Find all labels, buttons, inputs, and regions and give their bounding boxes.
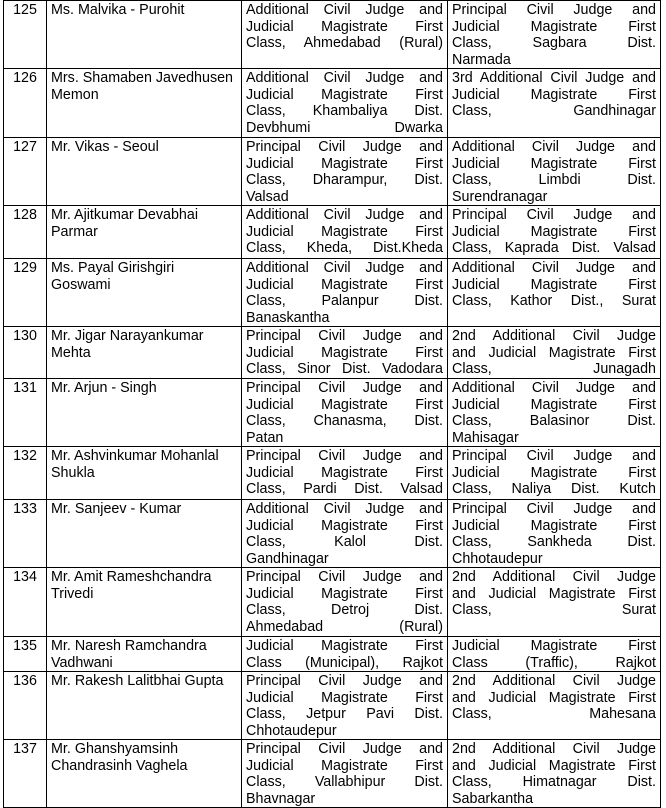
officer-name: Mr. Ashvinkumar Mohanlal Shukla	[47, 447, 242, 500]
posting-line: Class, Palanpur Dist.	[246, 293, 443, 309]
posting-line: Judicial Magistrate First	[452, 155, 656, 172]
posting-line: Judicial Magistrate First	[452, 517, 656, 534]
posting-line: Judicial Magistrate First	[452, 276, 656, 293]
transfer-table-body	[4, 1, 661, 808]
table-row	[4, 740, 661, 808]
officer-name: Mr. Naresh Ramchandra Vadhwani	[47, 637, 242, 672]
present-posting	[242, 138, 448, 206]
posting-line: Additional Civil Judge and	[246, 70, 443, 86]
officer-name: Mr. Vikas - Seoul	[47, 138, 242, 206]
posting-line: and Judicial Magistrate First	[452, 585, 656, 602]
posting-line: Class, Gandhinagar	[452, 103, 656, 119]
present-posting	[242, 259, 448, 327]
posting-line: Class, Mahesana	[452, 706, 656, 722]
serial-number: 133	[4, 500, 47, 568]
posting-line: Judicial Magistrate First	[452, 223, 656, 240]
serial-number: 126	[4, 69, 47, 138]
table-row	[4, 447, 661, 500]
posting-line: Additional Civil Judge and	[246, 207, 443, 223]
posting-line: Judicial Magistrate First	[246, 464, 443, 481]
serial-number: 134	[4, 568, 47, 637]
serial-number: 137	[4, 740, 47, 808]
posting-line: Class, Himatnagar Dist.	[452, 774, 656, 790]
posting-line: Principal Civil Judge and	[246, 673, 443, 689]
serial-number: 129	[4, 259, 47, 327]
posting-line: Judicial Magistrate First	[246, 757, 443, 774]
posting-line: Class (Traffic), Rajkot	[452, 654, 656, 671]
posting-line: Sabarkantha	[452, 790, 534, 807]
posting-line: Class, Kaprada Dist. Valsad	[452, 240, 656, 256]
posting-line: Gandhinagar	[246, 550, 329, 567]
table-row	[4, 568, 661, 637]
posting-line: Ahmedabad (Rural)	[246, 618, 443, 635]
posting-line: Additional Civil Judge and	[246, 260, 443, 276]
posting-line: and Judicial Magistrate First	[452, 757, 656, 774]
posting-line: Judicial Magistrate First	[246, 396, 443, 413]
officer-name: Mr. Arjun - Singh	[47, 379, 242, 447]
serial-number: 136	[4, 672, 47, 740]
posting-line: Surendranagar	[452, 188, 548, 205]
posting-line: Class, Naliya Dist. Kutch	[452, 481, 656, 497]
posting-line: Class, Dharampur, Dist.	[246, 172, 443, 188]
table-row	[4, 206, 661, 259]
posting-line: Additional Civil Judge and	[452, 380, 656, 396]
present-posting	[242, 500, 448, 568]
posting-line: Additional Civil Judge and	[452, 139, 656, 155]
posting-line: Principal Civil Judge and	[452, 448, 656, 464]
posting-line: Principal Civil Judge and	[246, 380, 443, 396]
table-row	[4, 259, 661, 327]
posting-line: Chhotaudepur	[246, 722, 337, 739]
new-posting	[448, 500, 661, 568]
officer-name: Mr. Ghanshyamsinh Chandrasinh Vaghela	[47, 740, 242, 808]
posting-line: Class (Municipal), Rajkot	[246, 654, 443, 671]
posting-line: Devbhumi Dwarka	[246, 119, 443, 136]
posting-line: Class, Vallabhipur Dist.	[246, 774, 443, 790]
serial-number: 131	[4, 379, 47, 447]
posting-line: Principal Civil Judge and	[246, 741, 443, 757]
present-posting	[242, 672, 448, 740]
officer-name: Ms. Malvika - Purohit	[47, 1, 242, 69]
present-posting	[242, 69, 448, 138]
serial-number: 125	[4, 1, 47, 69]
posting-line: Class, Kalol Dist.	[246, 534, 443, 550]
serial-number: 132	[4, 447, 47, 500]
new-posting	[448, 637, 661, 672]
table-row	[4, 1, 661, 69]
posting-line: Judicial Magistrate First	[246, 86, 443, 103]
posting-line: Principal Civil Judge and	[246, 448, 443, 464]
posting-line: Judicial Magistrate First	[452, 464, 656, 481]
posting-line: Judicial Magistrate First	[452, 396, 656, 413]
present-posting	[242, 327, 448, 379]
new-posting	[448, 672, 661, 740]
posting-line: Narmada	[452, 51, 511, 68]
posting-line: Class, Surat	[452, 602, 656, 618]
officer-name: Mr. Sanjeev - Kumar	[47, 500, 242, 568]
posting-line: Principal Civil Judge and	[452, 2, 656, 18]
new-posting	[448, 138, 661, 206]
posting-line: Judicial Magistrate First	[246, 18, 443, 35]
posting-line: Principal Civil Judge and	[246, 569, 443, 585]
table-row	[4, 500, 661, 568]
posting-line: Additional Civil Judge and	[246, 501, 443, 517]
posting-line: Class, Sankheda Dist.	[452, 534, 656, 550]
officer-name: Mr. Jigar Narayankumar Mehta	[47, 327, 242, 379]
posting-line: Judicial Magistrate First	[246, 585, 443, 602]
present-posting	[242, 1, 448, 69]
posting-line: Bhavnagar	[246, 790, 316, 807]
posting-line: Class, Kathor Dist., Surat	[452, 293, 656, 309]
table-row	[4, 379, 661, 447]
new-posting	[448, 206, 661, 259]
posting-line: 2nd Additional Civil Judge	[452, 569, 656, 585]
posting-line: 3rd Additional Civil Judge and	[452, 70, 656, 86]
posting-line: Judicial Magistrate First	[246, 517, 443, 534]
posting-line: Class, Limbdi Dist.	[452, 172, 656, 188]
table-row	[4, 69, 661, 138]
posting-line: Class, Junagadh	[452, 361, 656, 377]
present-posting	[242, 568, 448, 637]
present-posting	[242, 447, 448, 500]
new-posting	[448, 259, 661, 327]
serial-number: 130	[4, 327, 47, 379]
posting-line: Judicial Magistrate First	[452, 638, 656, 654]
posting-line: Judicial Magistrate First	[246, 344, 443, 361]
posting-line: Chhotaudepur	[452, 550, 543, 567]
posting-line: Class, Balasinor Dist.	[452, 413, 656, 429]
posting-line: Mahisagar	[452, 429, 519, 446]
posting-line: 2nd Additional Civil Judge	[452, 741, 656, 757]
posting-line: Additional Civil Judge and	[246, 2, 443, 18]
posting-line: 2nd Additional Civil Judge	[452, 328, 656, 344]
posting-line: Class, Ahmedabad (Rural)	[246, 35, 443, 51]
posting-line: Class, Sinor Dist. Vadodara	[246, 361, 443, 377]
posting-line: Judicial Magistrate First	[452, 18, 656, 35]
serial-number: 127	[4, 138, 47, 206]
present-posting	[242, 206, 448, 259]
posting-line: Principal Civil Judge and	[452, 501, 656, 517]
posting-line: Class, Kheda, Dist.Kheda	[246, 240, 443, 256]
new-posting	[448, 1, 661, 69]
new-posting	[448, 740, 661, 808]
posting-line: Judicial Magistrate First	[246, 638, 443, 654]
new-posting	[448, 69, 661, 138]
new-posting	[448, 379, 661, 447]
serial-number: 135	[4, 637, 47, 672]
present-posting	[242, 379, 448, 447]
posting-line: and Judicial Magistrate First	[452, 344, 656, 361]
posting-line: Class, Jetpur Pavi Dist.	[246, 706, 443, 722]
officer-name: Mr. Ajitkumar Devabhai Parmar	[47, 206, 242, 259]
posting-line: Additional Civil Judge and	[452, 260, 656, 276]
posting-line: and Judicial Magistrate First	[452, 689, 656, 706]
posting-line: Banaskantha	[246, 309, 330, 326]
table-row	[4, 637, 661, 672]
posting-line: Judicial Magistrate First	[246, 689, 443, 706]
posting-line: Class, Pardi Dist. Valsad	[246, 481, 443, 497]
posting-line: 2nd Additional Civil Judge	[452, 673, 656, 689]
officer-name: Mr. Amit Rameshchandra Trivedi	[47, 568, 242, 637]
posting-line: Valsad	[246, 188, 289, 205]
new-posting	[448, 568, 661, 637]
table-row	[4, 327, 661, 379]
table-row	[4, 138, 661, 206]
transfer-table	[3, 0, 661, 808]
table-row	[4, 672, 661, 740]
posting-line: Class, Detroj Dist.	[246, 602, 443, 618]
serial-number: 128	[4, 206, 47, 259]
posting-line: Judicial Magistrate First	[246, 155, 443, 172]
posting-line: Judicial Magistrate First	[246, 276, 443, 293]
posting-line: Principal Civil Judge and	[246, 139, 443, 155]
new-posting	[448, 447, 661, 500]
officer-name: Mrs. Shamaben Javedhusen Memon	[47, 69, 242, 138]
present-posting	[242, 740, 448, 808]
officer-name: Mr. Rakesh Lalitbhai Gupta	[47, 672, 242, 740]
posting-line: Principal Civil Judge and	[452, 207, 656, 223]
posting-line: Patan	[246, 429, 284, 446]
posting-line: Judicial Magistrate First	[246, 223, 443, 240]
posting-line: Principal Civil Judge and	[246, 328, 443, 344]
new-posting	[448, 327, 661, 379]
posting-line: Class, Khambaliya Dist.	[246, 103, 443, 119]
officer-name: Ms. Payal Girishgiri Goswami	[47, 259, 242, 327]
posting-line: Judicial Magistrate First	[452, 86, 656, 103]
posting-line: Class, Sagbara Dist.	[452, 35, 656, 51]
present-posting	[242, 637, 448, 672]
posting-line: Class, Chanasma, Dist.	[246, 413, 443, 429]
